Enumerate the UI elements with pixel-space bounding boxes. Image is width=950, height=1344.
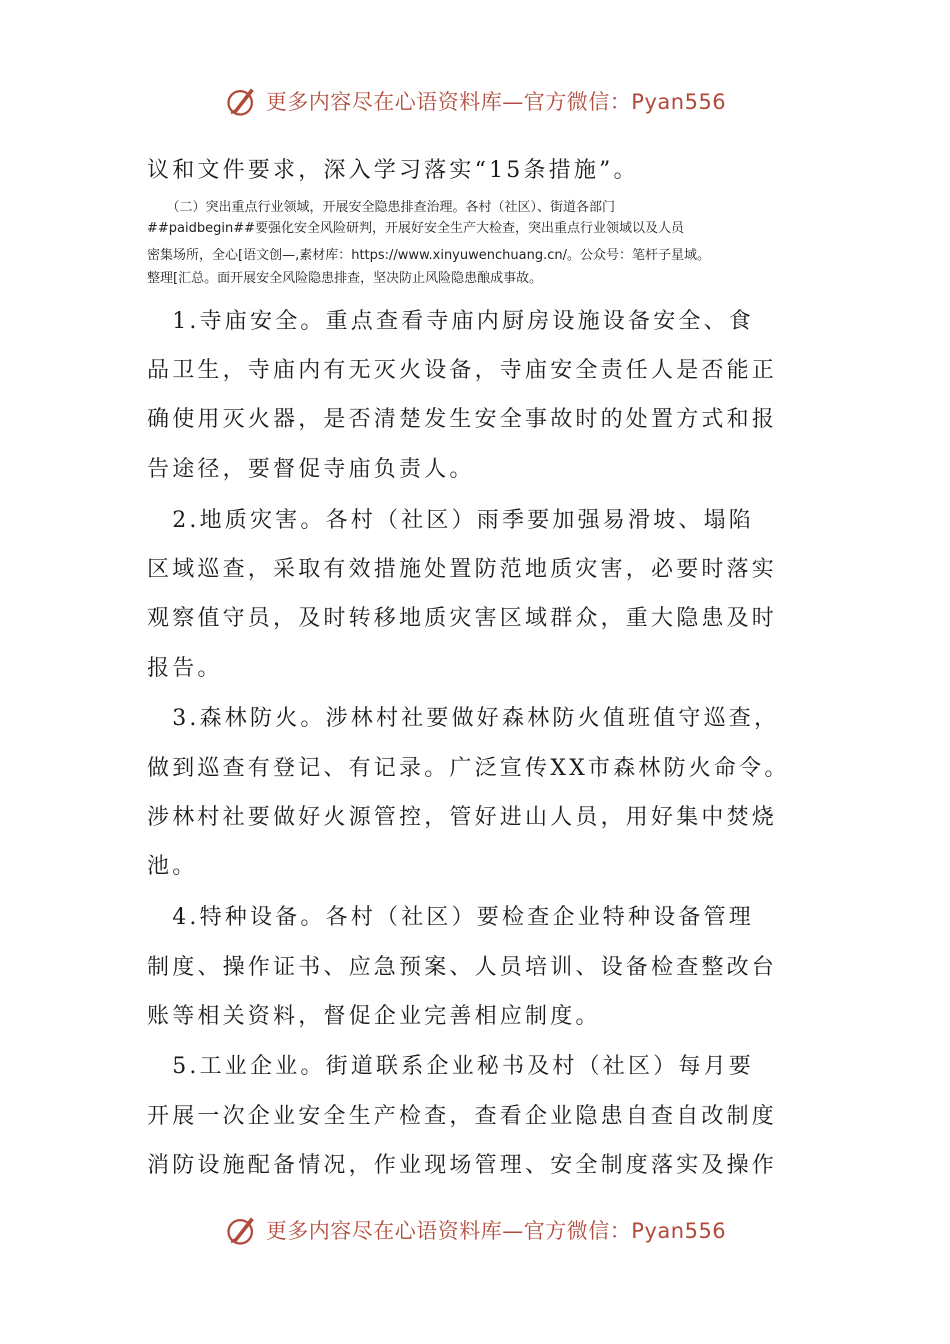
note-line-4: 整理[汇总。面开展安全风险隐患排查，坚决防止风险隐患酿成事故。 <box>147 271 543 286</box>
body-line: 做到巡查有登记、有记录。广泛宣传XX市森林防火命令。 <box>147 756 790 781</box>
body-line: 制度、操作证书、应急预案、人员培训、设备检查整改台 <box>147 955 778 980</box>
header-banner <box>0 76 950 126</box>
note-line-1: （二）突出重点行业领域，开展安全隐患排查治理。各村（社区）、街道各部门 <box>147 200 616 215</box>
body-line: 池。 <box>147 854 198 879</box>
body-line: 5.工业企业。街道联系企业秘书及村（社区）每月要 <box>147 1054 754 1079</box>
footer-banner <box>0 1205 950 1255</box>
intro-tail-line: 议和文件要求，深入学习落实“15条措施”。 <box>147 158 639 183</box>
body-line: 观察值守员，及时转移地质灾害区域群众，重大隐患及时 <box>147 606 778 631</box>
body-line: 报告。 <box>147 656 223 681</box>
body-line: 涉林村社要做好火源管控，管好进山人员，用好集中焚烧 <box>147 805 778 830</box>
body-line: 消防设施配备情况，作业现场管理、安全制度落实及操作 <box>147 1153 778 1178</box>
body-line: 账等相关资料，督促企业完善相应制度。 <box>147 1004 601 1029</box>
note-line-3: 密集场所，全心[语文创—,素材库：https://www.xinyuwenchuang.cn/。公众号：笔杆子星域。 <box>147 248 710 263</box>
body-line: 告途径，要督促寺庙负责人。 <box>147 457 475 482</box>
header-banner-text: 更多内容尽在心语资料库—官方微信：Pyan556 <box>265 90 727 114</box>
body-line: 开展一次企业安全生产检查，查看企业隐患自查自改制度 <box>147 1104 778 1129</box>
footer-banner-text: 更多内容尽在心语资料库—官方微信：Pyan556 <box>265 1219 727 1243</box>
body-line: 4.特种设备。各村（社区）要检查企业特种设备管理 <box>147 905 754 930</box>
body-line: 1.寺庙安全。重点查看寺庙内厨房设施设备安全、食 <box>147 309 754 334</box>
body-line: 3.森林防火。涉林村社要做好森林防火值班值守巡查， <box>147 706 780 731</box>
quill-logo-icon <box>224 83 260 119</box>
body-line: 2.地质灾害。各村（社区）雨季要加强易滑坡、塌陷 <box>147 508 754 533</box>
quill-logo-icon <box>224 1212 260 1248</box>
body-line: 品卫生，寺庙内有无灭火设备，寺庙安全责任人是否能正 <box>147 358 778 383</box>
body-line: 区域巡查，采取有效措施处置防范地质灾害，必要时落实 <box>147 557 778 582</box>
body-line: 确使用灭火器，是否清楚发生安全事故时的处置方式和报 <box>147 407 778 432</box>
note-line-2: ##paidbegin##要强化安全风险研判，开展好安全生产大检查，突出重点行业领域以及人员 <box>147 221 685 236</box>
